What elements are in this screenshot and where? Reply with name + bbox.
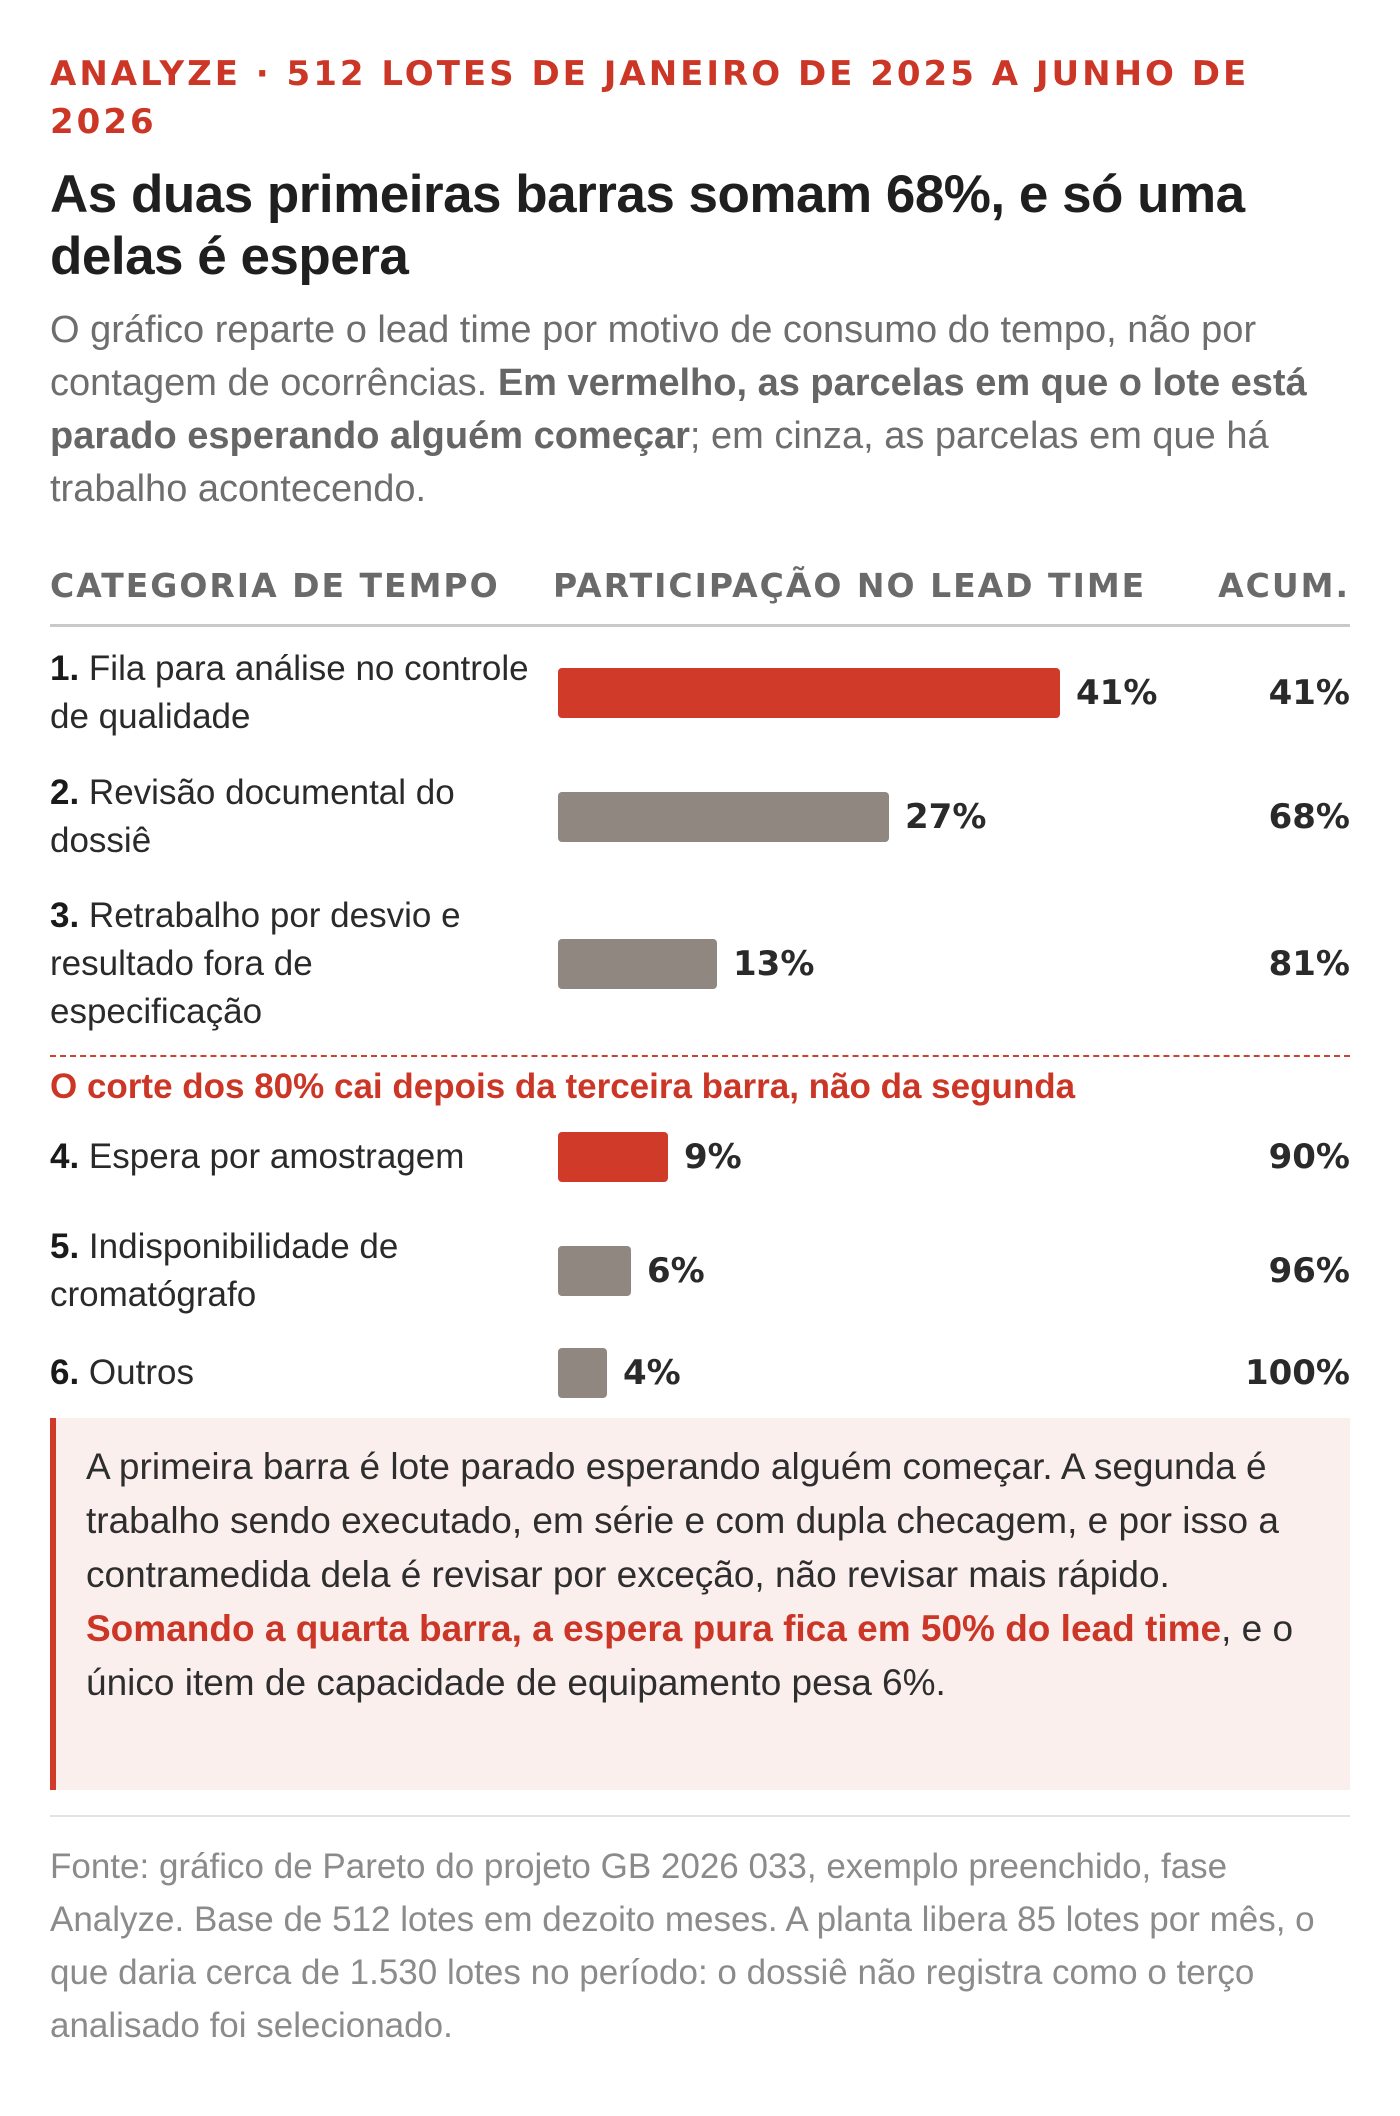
chart-row [50, 889, 1350, 1039]
cumulative-value: 96% [1268, 1251, 1350, 1291]
bar-working [558, 1246, 631, 1296]
bar-waiting [558, 668, 1060, 718]
bar-working [558, 939, 717, 989]
cumulative-value: 90% [1268, 1137, 1350, 1177]
category-label [50, 892, 530, 1036]
source-note: Fonte: gráfico de Pareto do projeto GB 2026 033, exemplo preenchido, fase Analyze. Base de 512 lotes em dezoito meses. A planta libera 85 lotes por mês, o que daria cerca de 1.530 lotes no período: o dossiê não registra como o terço analisado foi selecionado. [50, 1847, 1315, 2045]
kicker: ANALYZE · 512 LOTES DE JANEIRO DE 2025 A JUNHO DE 2026 [50, 54, 1250, 142]
column-header-share: PARTICIPAÇÃO NO LEAD TIME [553, 566, 1147, 605]
chart-row [50, 1127, 1350, 1187]
category-name: Revisão documental do dossiê [50, 773, 455, 860]
category-name: Retrabalho por desvio e resultado fora de especificação [50, 896, 461, 1031]
cutoff-label: O corte dos 80% cai depois da terceira barra, não da segunda [50, 1067, 1076, 1106]
bar-working [558, 1348, 607, 1398]
cumulative-value: 41% [1268, 673, 1350, 713]
lead-paragraph [50, 304, 1350, 516]
page [50, 50, 1350, 1393]
bar-working [558, 792, 889, 842]
category-label [50, 645, 530, 741]
column-headers [50, 566, 1350, 614]
cutoff-divider [50, 1055, 1350, 1057]
callout-text-before: A primeira barra é lote parado esperando alguém começar. A segunda é trabalho sendo executado, em série e com dupla checagem, e por isso a contramedida dela é revisar por exceção, não revisar mais rápido. [86, 1446, 1279, 1595]
category-name: Indisponibilidade de cromatógrafo [50, 1227, 399, 1314]
category-name: Outros [79, 1353, 194, 1392]
bar-value-label: 41% [1076, 673, 1158, 713]
category-number: 6. [50, 1353, 80, 1392]
category-label [50, 1133, 530, 1181]
bar-value-label: 9% [684, 1137, 742, 1177]
bar-value-label: 6% [647, 1251, 705, 1291]
chart-row [50, 1343, 1350, 1403]
callout-box [50, 1418, 1350, 1790]
bar-value-label: 13% [733, 944, 815, 984]
column-header-category: CATEGORIA DE TEMPO [50, 566, 500, 605]
chart-row [50, 1221, 1350, 1321]
bar-value-label: 27% [905, 797, 987, 837]
cumulative-value: 81% [1268, 944, 1350, 984]
page-title: As duas primeiras barras somam 68%, e só uma delas é espera [50, 165, 1245, 286]
lead-text-after: ; em cinza, as parcelas em que há trabalho acontecendo. [50, 415, 1269, 510]
category-number: 1. [50, 649, 80, 688]
category-label [50, 1349, 530, 1397]
category-number: 3. [50, 896, 80, 935]
bar-waiting [558, 1132, 668, 1182]
callout-highlight: Somando a quarta barra, a espera pura fica em 50% do lead time [86, 1608, 1222, 1649]
bar-value-label: 4% [623, 1353, 681, 1393]
chart-row [50, 767, 1350, 867]
callout-text-after: , e o único item de capacidade de equipamento pesa 6%. [86, 1608, 1294, 1703]
category-label [50, 769, 530, 865]
category-name: Espera por amostragem [79, 1137, 465, 1176]
lead-text-before: O gráfico reparte o lead time por motivo de consumo do tempo, não por contagem de ocorrências. [50, 309, 1257, 404]
column-header-cumulative: ACUM. [1218, 566, 1350, 605]
category-label [50, 1223, 530, 1319]
category-number: 4. [50, 1137, 80, 1176]
lead-text-bold: Em vermelho, as parcelas em que o lote está parado esperando alguém começar [50, 362, 1307, 457]
cumulative-value: 100% [1244, 1353, 1350, 1393]
cumulative-value: 68% [1268, 797, 1350, 837]
category-name: Fila para análise no controle de qualidade [50, 649, 529, 736]
header-divider [50, 624, 1350, 627]
category-number: 5. [50, 1227, 80, 1266]
footer-divider [50, 1815, 1350, 1817]
category-number: 2. [50, 773, 80, 812]
pareto-chart [50, 566, 1350, 1393]
chart-row [50, 643, 1350, 743]
